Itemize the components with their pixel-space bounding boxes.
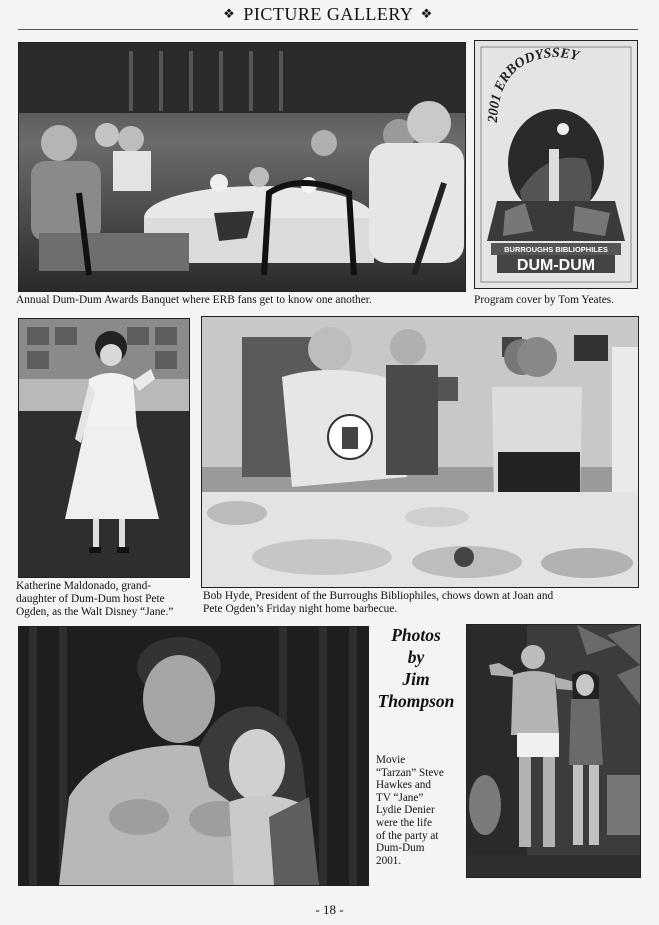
cover-banner-text: BURROUGHS BIBLIOPHILES xyxy=(504,245,608,254)
steve-lydie-caption: Movie “Tarzan” Steve Hawkes and TV “Jane” Lydie Denier were the life of the party at Dum-Dum 2001. xyxy=(376,754,444,867)
ornament-right: ❖ xyxy=(420,6,433,21)
cover-arc-text: 2001 ERBODYSSEY xyxy=(485,45,581,123)
bob-hyde-photo xyxy=(201,316,639,588)
steve-lydie-closeup-photo xyxy=(18,626,369,886)
katherine-photo xyxy=(18,318,190,578)
header-rule xyxy=(18,29,638,30)
cover-logo-text: DUM-DUM xyxy=(516,257,596,274)
ornament-left: ❖ xyxy=(223,6,236,21)
page-header xyxy=(18,4,638,28)
photo-credit: Photos by Jim Thompson xyxy=(377,625,455,711)
steve-lydie-full-photo xyxy=(466,624,641,878)
katherine-caption: Katherine Maldonado, grand- daughter of Dum-Dum host Pete Ogden, as the Walt Disney “Jane.” xyxy=(16,580,174,618)
page-number: - 18 - xyxy=(315,902,344,917)
banquet-caption: Annual Dum-Dum Awards Banquet where ERB fans get to know one another. xyxy=(16,294,372,306)
program-cover-caption: Program cover by Tom Yeates. xyxy=(474,294,615,306)
banquet-photo xyxy=(18,42,466,292)
program-cover-photo xyxy=(474,40,638,289)
page-title: PICTURE GALLERY xyxy=(243,4,413,24)
bob-hyde-caption: Bob Hyde, President of the Burroughs Bibliophiles, chows down at Joan and Pete Ogden’s Friday night home barbecue. xyxy=(203,590,554,615)
